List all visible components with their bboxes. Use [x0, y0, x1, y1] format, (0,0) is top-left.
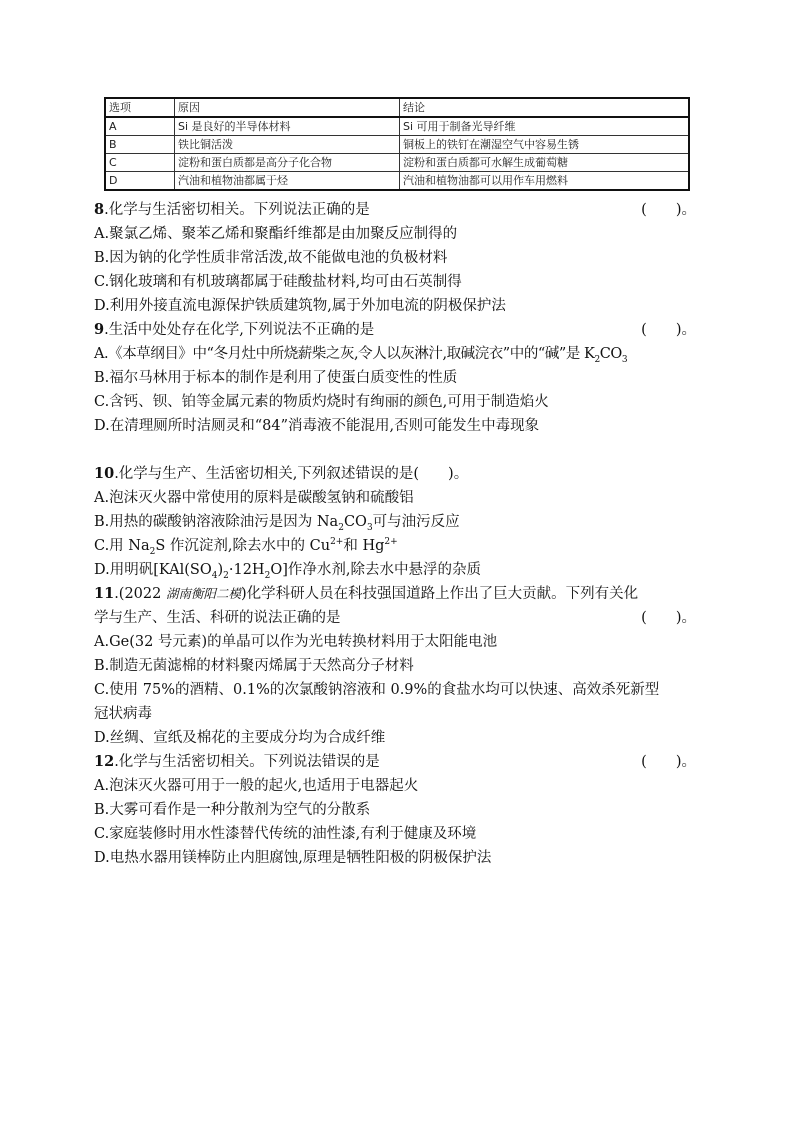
table-cell: 淀粉和蛋白质都可水解生成葡萄糖	[400, 154, 690, 172]
question-number: 10	[94, 465, 115, 482]
question-number: 8	[94, 201, 105, 218]
header-cell: 原因	[175, 98, 400, 117]
subscript: 2	[338, 522, 344, 533]
question-10	[94, 462, 704, 582]
question-stem	[94, 582, 704, 606]
superscript: 2+	[384, 537, 398, 548]
question-stem	[94, 318, 704, 342]
table-row	[105, 172, 689, 191]
option-c-continued: 冠状病毒	[94, 706, 152, 722]
stem-text: .化学与生活密切相关。下列说法错误的是	[114, 754, 380, 770]
answer-blank: ( )。	[641, 202, 696, 218]
option-d: D.电热水器用镁棒防止内胆腐蚀,原理是牺牲阳极的阴极保护法	[94, 850, 492, 866]
option-c	[94, 534, 704, 558]
table-cell: B	[105, 136, 175, 154]
question-stem-line2	[94, 606, 704, 630]
option-b: B.因为钠的化学性质非常活泼,故不能做电池的负极材料	[94, 250, 448, 266]
option-a: A.聚氯乙烯、聚苯乙烯和聚酯纤维都是由加聚反应制得的	[94, 226, 458, 242]
superscript: 2+	[330, 537, 344, 548]
table-cell: C	[105, 154, 175, 172]
table-row	[105, 154, 689, 172]
option-text: 可与油污反应	[372, 514, 460, 530]
table-cell: 汽油和植物油都属于烃	[175, 172, 400, 191]
option-d	[94, 558, 704, 582]
stem-text: .(2022	[114, 586, 166, 602]
subscript: 2	[264, 570, 271, 581]
option-d: D.利用外接直流电源保护铁质建筑物,属于外加电流的阴极保护法	[94, 298, 506, 314]
subscript: 2	[149, 546, 156, 557]
formula-text: CO	[343, 514, 367, 530]
stem-text: .化学与生活密切相关。下列说法正确的是	[104, 202, 370, 218]
option-b: B.大雾可看作是一种分散剂为空气的分散系	[94, 802, 371, 818]
question-number: 11	[94, 585, 115, 602]
table-cell: Si 可用于制备光导纤维	[400, 117, 690, 136]
formula-text: ·12H	[228, 562, 265, 578]
question-stem	[94, 198, 704, 222]
option-b: B.福尔马林用于标本的制作是利用了使蛋白质变性的性质	[94, 370, 458, 386]
header-cell: 选项	[105, 98, 175, 117]
header-cell: 结论	[400, 98, 690, 117]
formula-text: CO	[599, 346, 622, 362]
table-row	[105, 117, 689, 136]
option-a: A.泡沫灭火器可用于一般的起火,也适用于电器起火	[94, 778, 419, 794]
option-text: S 作沉淀剂,除去水中的 Cu	[155, 538, 331, 554]
question-stem	[94, 750, 704, 774]
table-cell: 铜板上的铁钉在潮湿空气中容易生锈	[400, 136, 690, 154]
option-b: B.制造无菌滤棉的材料聚丙烯属于天然高分子材料	[94, 658, 414, 674]
table-cell: 铁比铜活泼	[175, 136, 400, 154]
option-text: B.用热的碳酸钠溶液除油污是因为 Na	[94, 514, 339, 530]
table-cell: 汽油和植物油都可以用作车用燃料	[400, 172, 690, 191]
options-table	[104, 97, 690, 191]
option-a	[94, 342, 704, 366]
option-a: A.Ge(32 号元素)的单晶可以作为光电转换材料用于太阳能电池	[94, 634, 498, 650]
table-cell: 淀粉和蛋白质都是高分子化合物	[175, 154, 400, 172]
stem-text: .生活中处处存在化学,下列说法不正确的是	[104, 322, 375, 338]
option-text: 和 Hg	[343, 538, 385, 554]
table-cell: D	[105, 172, 175, 191]
table-header-row	[105, 98, 689, 117]
answer-blank: ( )。	[641, 754, 696, 770]
option-a: A.泡沫灭火器中常使用的原料是碳酸氢钠和硫酸铝	[94, 490, 414, 506]
subscript: 3	[621, 354, 628, 365]
option-text: D.用明矾[KAl(SO	[94, 562, 212, 578]
option-a-text: A.《本草纲目》中“冬月灶中所烧薪柴之灰,令人以灰淋汁,取碱浣衣”中的“碱”是 K	[94, 346, 595, 362]
option-c: C.家庭装修时用水性漆替代传统的油性漆,有利于健康及环境	[94, 826, 477, 842]
formula-text: )	[217, 562, 224, 578]
question-8	[94, 198, 704, 318]
question-number: 9	[94, 321, 105, 338]
option-text: C.用 Na	[94, 538, 150, 554]
option-d: D.丝绸、宣纸及棉花的主要成分均为合成纤维	[94, 730, 386, 746]
subscript: 2	[223, 570, 229, 581]
option-b	[94, 510, 704, 534]
subscript: 3	[366, 522, 373, 533]
option-d: D.在清理厕所时洁厕灵和“84”消毒液不能混用,否则可能发生中毒现象	[94, 418, 540, 434]
option-c: C.钢化玻璃和有机玻璃都属于硅酸盐材料,均可由石英制得	[94, 274, 462, 290]
question-11	[94, 582, 704, 750]
subscript: 2	[594, 354, 600, 365]
table-row	[105, 136, 689, 154]
option-c: C.含钙、钡、铂等金属元素的物质灼烧时有绚丽的颜色,可用于制造焰火	[94, 394, 549, 410]
question-number: 12	[94, 753, 115, 770]
question-stem	[94, 462, 704, 486]
option-c: C.使用 75%的酒精、0.1%的次氯酸钠溶液和 0.9%的食盐水均可以快速、高效杀死新型	[94, 682, 660, 698]
stem-text: 学与生产、生活、科研的说法正确的是	[94, 610, 341, 626]
answer-blank: ( )。	[641, 322, 696, 338]
answer-blank: ( )。	[641, 610, 696, 626]
table-cell: A	[105, 117, 175, 136]
question-12	[94, 750, 704, 870]
subscript: 4	[211, 570, 218, 581]
stem-text: .化学与生产、生活密切相关,下列叙述错误的是( )。	[114, 466, 469, 482]
question-source: 湖南衡阳二模	[165, 586, 241, 601]
option-text: O]作净水剂,除去水中悬浮的杂质	[270, 562, 481, 578]
question-9	[94, 318, 704, 438]
table-cell: Si 是良好的半导体材料	[175, 117, 400, 136]
stem-text: )化学科研人员在科技强国道路上作出了巨大贡献。下列有关化	[240, 586, 639, 602]
